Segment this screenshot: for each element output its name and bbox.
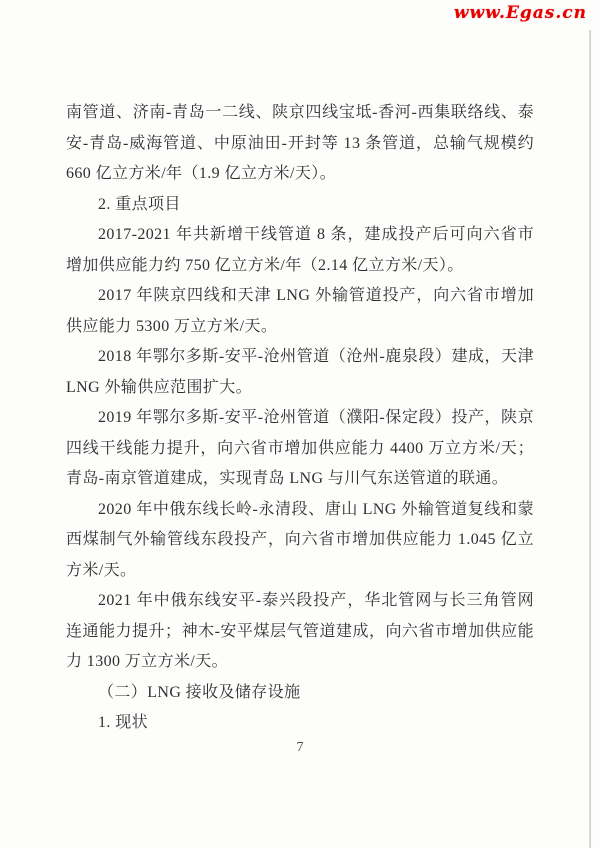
- page-body-text: [66, 98, 534, 739]
- page-number: 7: [296, 740, 304, 755]
- paragraph: 2020 年中俄东线长岭-永清段、唐山 LNG 外输管道复线和蒙西煤制气外输管线东段投产，向六省市增加供应能力 1.045 亿立方米/天。: [66, 500, 534, 579]
- paragraph: 2. 重点项目: [98, 195, 181, 213]
- paragraph: 2017 年陕京四线和天津 LNG 外输管道投产，向六省市增加供应能力 5300 万立方米/天。: [66, 287, 534, 335]
- paragraph: 2017-2021 年共新增干线管道 8 条，建成投产后可向六省市增加供应能力约 750 亿立方米/年（2.14 亿立方米/天）。: [66, 226, 534, 274]
- scan-edge-line: [589, 30, 591, 848]
- paragraph: 1. 现状: [98, 714, 149, 731]
- site-watermark: www.Egas.cn: [453, 3, 587, 23]
- paragraph: （二）LNG 接收及储存设施: [98, 683, 301, 701]
- paragraph: 2018 年鄂尔多斯-安平-沧州管道（沧州-鹿泉段）建成，天津 LNG 外输供应范围扩大。: [66, 348, 534, 396]
- paragraph: 2019 年鄂尔多斯-安平-沧州管道（濮阳-保定段）投产，陕京四线干线能力提升，向六省市增加供应能力 4400 万立方米/天；青岛-南京管道建成，实现青岛 LNG 与川气东送管道的联通。: [66, 409, 534, 487]
- paragraph: 南管道、济南-青岛一二线、陕京四线宝坻-香河-西集联络线、泰安-青岛-威海管道、中原油田-开封等 13 条管道，总输气规模约 660 亿立方米/年（1.9 亿立方米/天）。: [66, 104, 534, 182]
- paragraph: 2021 年中俄东线安平-泰兴段投产，华北管网与长三角管网连通能力提升；神木-安平煤层气管道建成，向六省市增加供应能力 1300 万立方米/天。: [66, 592, 534, 670]
